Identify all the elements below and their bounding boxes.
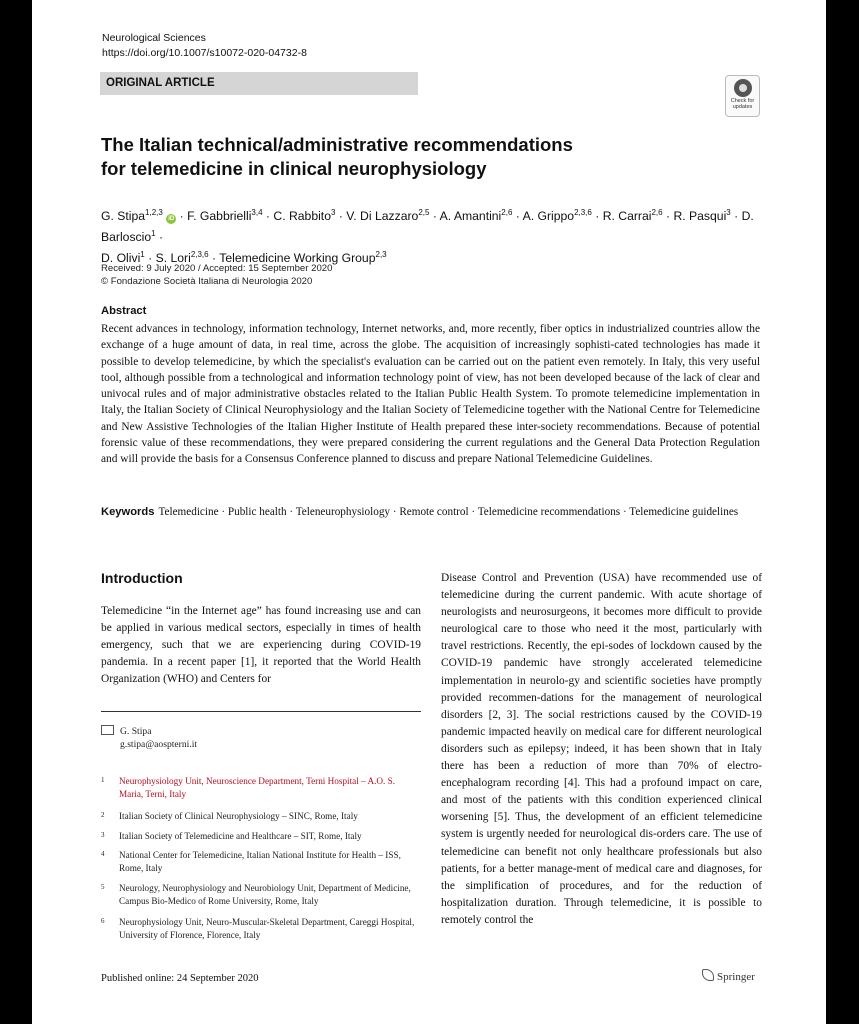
- keywords-text: Telemedicine · Public health · Teleneurophysiology · Remote control · Telemedicine recommendations · Telemedicine guidelines: [158, 506, 739, 518]
- affiliation-number: 2: [101, 811, 105, 819]
- affiliation-text: Neurology, Neurophysiology and Neurobiology Unit, Department of Medicine, Campus Bio-Medico of Rome University, Rome, Italy: [119, 883, 411, 906]
- author-affiliation-marker: 2,3,6: [190, 250, 209, 260]
- update-icon: [734, 79, 752, 97]
- journal-name: Neurological Sciences: [102, 32, 206, 44]
- publisher-name: Springer: [717, 971, 755, 983]
- author-name[interactable]: G. Stipa: [101, 209, 146, 224]
- mail-icon: [101, 725, 114, 735]
- contact-email[interactable]: g.stipa@aospterni.it: [120, 738, 198, 750]
- introduction-left-column: Telemedicine “in the Internet age” has found increasing use and can be applied in various medical sectors, especially in times of health emergency, such that we are experiencing during COVID-19 pandemia. In a recent paper [1], it reported that the World Health Organization (WHO) and Centers for: [101, 605, 421, 686]
- publisher-logo: [702, 969, 755, 983]
- author-affiliation-marker: 3: [330, 208, 336, 217]
- affiliation-text: Neurophysiology Unit, Neuro-Muscular-Skeletal Department, Careggi Hospital, University of Florence, Florence, Italy: [119, 917, 415, 940]
- affiliation-number: 5: [101, 883, 105, 891]
- author-affiliation-marker: 2,3: [375, 250, 387, 260]
- author-affiliation-marker: 2,6: [501, 208, 513, 217]
- author-affiliation-marker: 3,4: [251, 208, 263, 217]
- author-name[interactable]: A. Grippo: [522, 209, 575, 224]
- author-affiliation-marker: 2,5: [418, 208, 430, 217]
- footnote-divider: [101, 711, 421, 712]
- introduction-heading: Introduction: [101, 570, 183, 586]
- title-line-2: for telemedicine in clinical neurophysiology: [101, 158, 487, 179]
- badge-line-1: Check for: [730, 98, 755, 104]
- author-name[interactable]: D. Olivi: [101, 251, 141, 266]
- author-affiliation-marker: 3: [726, 208, 731, 217]
- journal-doi[interactable]: https://doi.org/10.1007/s10072-020-04732-8: [102, 47, 307, 59]
- author-affiliation-marker: 1: [151, 229, 156, 239]
- author-name[interactable]: V. Di Lazzaro: [346, 209, 419, 224]
- journal-header: [102, 31, 307, 61]
- author-name[interactable]: D. Barloscio: [101, 209, 754, 245]
- affiliation-number: 6: [101, 917, 105, 925]
- author-name[interactable]: Telemedicine Working Group: [219, 251, 376, 266]
- contact-name: G. Stipa: [120, 726, 152, 737]
- author-affiliation-marker: 2,3,6: [574, 208, 592, 217]
- corresponding-author: [101, 725, 197, 751]
- keywords: [101, 504, 766, 520]
- springer-horse-icon: [702, 969, 714, 981]
- badge-line-2: updates: [732, 104, 753, 110]
- affiliation-text: Italian Society of Clinical Neurophysiology – SINC, Rome, Italy: [119, 811, 358, 821]
- introduction-right-column: Disease Control and Prevention (USA) have recommended use of telemedicine during the current pandemic. With acute shortage of neurologists and neurosurgeons, it becomes more difficult to provide neurological care to those who need it the most, particularly with travel restrictions. Recently, the epi-sodes of lockdown caused by the COVID-19 pandemic have strongly accelerated telemedicine implementation in neurolo-gy and scientific societies have promptly provided recommen-dations for the management of neurological disorders [2, 3]. The social restrictions caused by the COVID-19 pandemic impacted heavily on medical care for different neurological disorders such as epilepsy; indeed, it has been shown that in Italy there has been a reduction of more than 70% of electro-encephalogram recording [4]. This had a profound impact on care, and most of the patients with this condition experienced clinical worsening [5]. Thus, the development of an efficient telemedicine system is urgently needed for neurological dis-orders care. The use of telemedicine can benefit not only healthcare professionals but also patients, for a better manage-ment of medical care and diagnoses, for the simplification of procedures, and for the reduction of hospitalization duration. Through telemedicine, it is possible to remotely control the: [441, 572, 762, 926]
- abstract-text: Recent advances in technology, information technology, Internet networks, and, more recently, fiber optics in industrialized countries allow the exchange of a huge amount of data, in real time, across the globe. The acquisition of increasingly sophisti-cated technologies has made it possible to develop telemedicine, by which the specialist's evaluation can be carried out on the patient even remotely. In Italy, this very useful tool, although possible from a technological and information technology point of view, has not been developed because of the lack of clear and univocal rules and of major administrative obstacles related to the Italian Public Health System. To promote telemedicine implementation in Italy, the Italian Society of Clinical Neurophysiology and the Italian Society of Telemedicine together with the National Centre for Telemedicine and New Assistive Technologies of the Italian Higher Institute of Health prepared these inter-society recommendations. Because of potential forensic value of these recommendations, they were prepared considering the current regulations and the General Data Protection Regulation and will provide the basis for a Consensus Conference planned to discuss and prepare National Telemedicine Guidelines.: [101, 323, 760, 466]
- article-page: [32, 0, 826, 1024]
- author-name[interactable]: C. Rabbito: [273, 209, 331, 224]
- author-name[interactable]: R. Pasqui: [673, 209, 727, 224]
- abstract-heading: Abstract: [101, 305, 147, 317]
- article-title: [101, 133, 741, 181]
- author-name[interactable]: S. Lori: [155, 251, 191, 266]
- received-accepted-dates: Received: 9 July 2020 / Accepted: 15 September 2020: [101, 263, 333, 274]
- affiliation-number: 1: [101, 776, 105, 784]
- title-line-1: The Italian technical/administrative recommendations: [101, 134, 573, 155]
- author-list: G. Stipa$^{1,2,3}$ iD · F. Gabbrielli$^{3,4}$ · C. Rabbito$^3$ · V. Di Lazzaro$^{2,5}$ · A. Amantini$^{2,6}$ · A. Grippo$^{2,3,6}$ · R. Carrai$^{2,6}$ · R. Pasqui$^3$ · D. Barloscio$^1$ · D. Olivi$^1$ · S. Lori$^{2,3,6}$ · Telemedicine Working Group$^{2,3}$: [101, 208, 754, 266]
- published-date: Published online: 24 September 2020: [101, 973, 259, 984]
- author-name[interactable]: F. Gabbrielli: [187, 209, 252, 224]
- affiliation-text: National Center for Telemedicine, Italian National Institute for Health – ISS, Rome, Italy: [119, 850, 401, 873]
- author-name[interactable]: A. Amantini: [439, 209, 502, 224]
- author-affiliation-marker: 1,2,3: [145, 208, 163, 217]
- article-dates: [101, 262, 332, 288]
- author-affiliation-marker: 2,6: [651, 208, 663, 217]
- check-for-updates-badge[interactable]: [725, 75, 760, 117]
- affiliation-number: 4: [101, 850, 105, 858]
- author-affiliation-marker: 1: [140, 250, 145, 260]
- copyright-line: © Fondazione Società Italiana di Neurologia 2020: [101, 276, 313, 287]
- author-name[interactable]: R. Carrai: [602, 209, 652, 224]
- keywords-label: Keywords: [101, 506, 155, 518]
- affiliation-text: Italian Society of Telemedicine and Healthcare – SIT, Rome, Italy: [119, 831, 362, 841]
- article-type-banner: ORIGINAL ARTICLE: [100, 72, 418, 95]
- orcid-icon[interactable]: iD: [168, 216, 175, 223]
- affiliation-number: 3: [101, 831, 105, 839]
- affiliation-text[interactable]: Neurophysiology Unit, Neuroscience Department, Terni Hospital – A.O. S. Maria, Terni, Italy: [119, 776, 396, 799]
